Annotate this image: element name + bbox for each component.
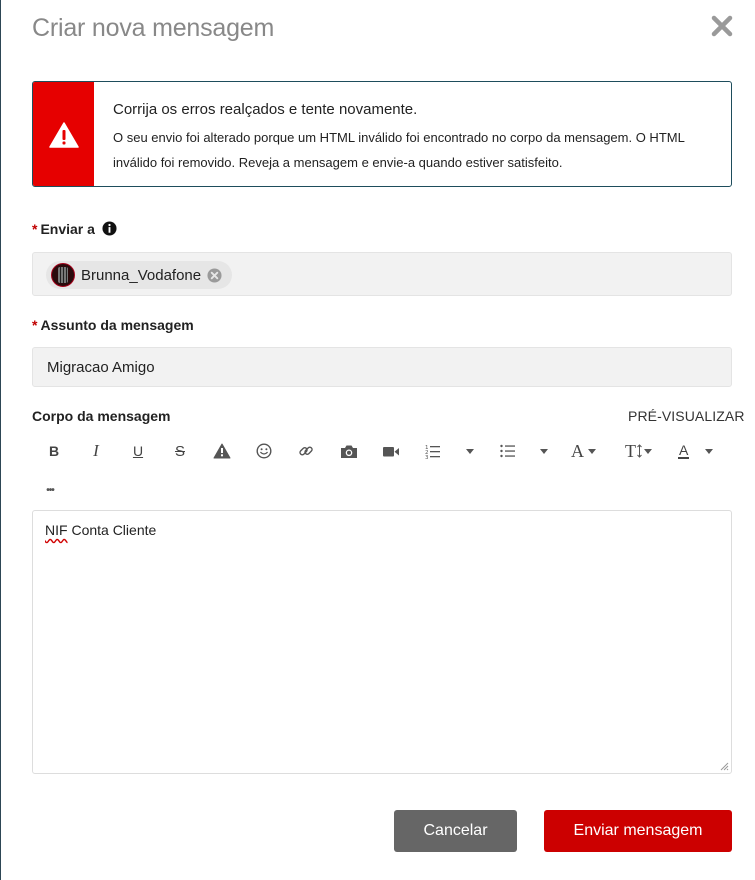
message-body-editor[interactable] bbox=[32, 510, 732, 774]
font-color-label: A bbox=[679, 442, 689, 458]
caret-down-icon bbox=[540, 449, 548, 454]
smiley-icon bbox=[256, 443, 272, 459]
caret-down-icon bbox=[466, 449, 474, 454]
video-camera-icon bbox=[382, 445, 400, 458]
svg-text:3: 3 bbox=[425, 455, 429, 459]
info-icon[interactable] bbox=[102, 221, 117, 236]
alert-title: Corrija os erros realçados e tente novamente. bbox=[113, 101, 418, 118]
bullet-list-dropdown[interactable] bbox=[533, 440, 555, 462]
bullet-list-icon bbox=[500, 444, 516, 458]
spoiler-button[interactable] bbox=[211, 440, 233, 462]
numbered-list-icon bbox=[425, 443, 441, 459]
numbered-list-button[interactable] bbox=[422, 440, 444, 462]
misspelled-word: NIF bbox=[45, 522, 68, 538]
close-icon bbox=[709, 13, 735, 39]
caret-down-icon bbox=[705, 449, 713, 454]
text-size-button[interactable] bbox=[625, 440, 657, 462]
alert-accent-bar bbox=[33, 82, 94, 187]
strikethrough-button[interactable]: S bbox=[174, 442, 185, 460]
link-button[interactable] bbox=[295, 440, 317, 462]
svg-text:2: 2 bbox=[425, 450, 429, 456]
recipient-chip[interactable] bbox=[46, 261, 232, 289]
warning-icon bbox=[213, 443, 231, 459]
text-size-label: T bbox=[625, 440, 636, 461]
recipient-label-text: Enviar a bbox=[40, 221, 95, 237]
required-mark: * bbox=[32, 221, 38, 237]
font-family-label: A bbox=[571, 440, 584, 461]
cancel-button[interactable]: Cancelar bbox=[394, 810, 517, 852]
insert-photo-button[interactable] bbox=[338, 440, 360, 462]
numbered-list-dropdown[interactable] bbox=[459, 440, 481, 462]
subject-label-text: Assunto da mensagem bbox=[40, 317, 194, 333]
send-message-button[interactable]: Enviar mensagem bbox=[544, 810, 732, 852]
insert-video-button[interactable] bbox=[380, 440, 402, 462]
preview-link[interactable]: PRÉ-VISUALIZAR bbox=[628, 408, 745, 424]
resize-handle-icon[interactable] bbox=[719, 761, 729, 771]
close-button[interactable] bbox=[709, 13, 735, 39]
recipient-chip-name: Brunna_Vodafone bbox=[81, 266, 202, 284]
recipient-label bbox=[32, 221, 117, 237]
link-icon bbox=[298, 443, 314, 459]
underline-button[interactable]: U bbox=[132, 443, 144, 459]
text-size-arrows-icon bbox=[637, 444, 642, 458]
alert-message: O seu envio foi alterado porque um HTML inválido foi encontrado no corpo da mensagem. O HTML inválido foi removido. Reveja a mensagem e envie-a quando estiver satisfeito. bbox=[113, 130, 685, 170]
warning-icon bbox=[49, 122, 79, 148]
error-alert bbox=[32, 81, 732, 187]
remove-chip-icon[interactable] bbox=[207, 268, 222, 283]
camera-icon bbox=[340, 444, 358, 459]
more-options-button[interactable]: ••• bbox=[46, 484, 54, 496]
message-body-text bbox=[45, 522, 156, 538]
recipient-field[interactable] bbox=[32, 252, 732, 296]
italic-button[interactable]: I bbox=[93, 441, 99, 460]
font-color-button[interactable] bbox=[678, 440, 718, 462]
required-mark: * bbox=[32, 317, 38, 333]
message-body-rest: Conta Cliente bbox=[67, 522, 157, 538]
subject-input[interactable] bbox=[45, 358, 709, 377]
font-family-button[interactable] bbox=[571, 440, 603, 462]
caret-down-icon bbox=[644, 449, 652, 454]
svg-text:1: 1 bbox=[425, 445, 429, 451]
dialog-title: Criar nova mensagem bbox=[32, 14, 275, 42]
caret-down-icon bbox=[588, 449, 596, 454]
avatar bbox=[51, 263, 75, 287]
emoji-button[interactable] bbox=[253, 440, 275, 462]
bold-button[interactable]: B bbox=[48, 443, 60, 459]
subject-field bbox=[32, 347, 732, 387]
bullet-list-button[interactable] bbox=[497, 440, 519, 462]
body-label: Corpo da mensagem bbox=[32, 408, 171, 424]
subject-label bbox=[32, 317, 194, 333]
